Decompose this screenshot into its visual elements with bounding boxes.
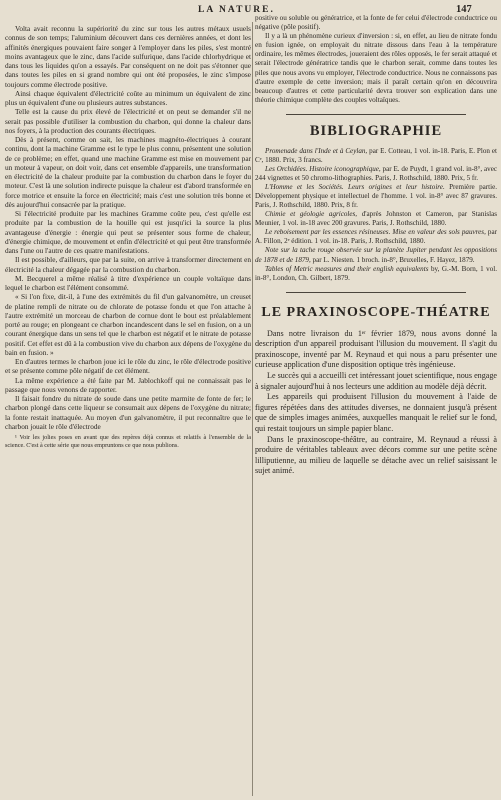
paragraph: Volta avait reconnu la supériorité du zinc sur tous les autres métaux usuels connus de son temps; l'aluminium découvert dans ces dernières années, et dont les affinités énergiques pouvaient faire songer à l'employer dans les piles, s'est montré moins avantageux que le zinc, dans l'acide sulfurique, dans l'acide chlorhydrique et dans tous les liquides qu'on a essayés. Par conséquent on ne doit pas s'étonner que dans toutes les piles en si grand nombre qui ont été proposées, le zinc s'impose toujours comme électrode positive. bbox=[5, 24, 251, 89]
bibliography-entry bbox=[255, 183, 497, 210]
bibliographie-heading: BIBLIOGRAPHIE bbox=[309, 122, 443, 139]
praxinoscope-article bbox=[255, 329, 497, 477]
paragraph: positive ou soluble ou génératrice, et la fonte de fer celui d'électrode conductrice ou négative (pôle positif). bbox=[255, 14, 497, 32]
entry-details: d'après Johnston et Cameron, par Stanislas Meunier, 1 vol. in-18 avec 200 gravures. Paris, J. Rothschild, 1880. bbox=[255, 210, 497, 228]
bibliography-list bbox=[255, 147, 497, 283]
entry-title: L'Homme et les Sociétés. Leurs origines et leur histoire. bbox=[265, 183, 445, 192]
bibliography-entry bbox=[255, 210, 497, 228]
entry-details: par A. Fillon, 2ᵉ édition. 1 vol. in-18. Paris, J. Rothschild, 1880. bbox=[255, 228, 497, 246]
footnote-text: ¹ Voir les jolies poses en avant que des repères déjà connus et relatifs à l'ensemble de la science. C'est à cette série que nous empruntons ce que nous publions. bbox=[5, 434, 251, 449]
paragraph: M. Becquerel a même réalisé à titre d'expérience un couple voltaïque dans lequel le charbon est l'élément consommé. bbox=[5, 273, 251, 292]
bibliography-entry bbox=[255, 246, 497, 264]
journal-title: LA NATURE. bbox=[198, 5, 275, 15]
paragraph: Ainsi chaque équivalent d'électricité coûte au minimum un équivalent de zinc plus un équivalent d'une ou plusieurs autres substances. bbox=[5, 88, 251, 107]
paragraph: Les appareils qui produisent l'illusion du mouvement à l'aide de figures répétées dans des attitudes diverses, ne donnaient jusqu'à présent que de simples images animées, auxquelles manquait le relief sur le fond, qui restait toujours un simple papier blanc. bbox=[255, 392, 497, 433]
paragraph: La même expérience a été faite par M. Jablochkoff qui ne connaissait pas le passage que nous venons de rapporter. bbox=[5, 375, 251, 394]
entry-title: Tables of Metric measures and their english equivalents bbox=[265, 264, 429, 273]
paragraph: Dès à présent, comme on sait, les machines magnéto-électriques à courant continu, dont la machine Gramme est le type le plus connu, présentent une solution de ce problème; en effet, quand une machine Gramme est mise en mouvement par un moteur à vapeur, on doit voir, dans cet ensemble d'appareils, une transformation en électricité de la chaleur produite par la combustion du charbon dans le foyer du moteur. C'est là une solution indirecte puisque la chaleur est d'abord transformée en force motrice et ensuite la force en électricité; mais c'est une solution très bonne et dès aujourd'hui consacrée par la pratique. bbox=[5, 135, 251, 209]
entry-title: Le reboisement par les essences résineuses. Mise en valeur des sols pauvres, bbox=[265, 228, 486, 237]
section-rule bbox=[286, 114, 466, 115]
praxinoscope-heading: LE PRAXINOSCOPE-THÉATRE bbox=[261, 304, 491, 320]
paragraph: Il est possible, d'ailleurs, que par la suite, on arrive à transformer directement en électricité la chaleur dégagée par la combustion du charbon. bbox=[5, 255, 251, 274]
paragraph: Si l'électricité produite par les machines Gramme coûte peu, c'est qu'elle est produite par la combustion de la houille qui est jusqu'ici la source la plus avantageuse d'énergie : énergie qui peut se présenter sous forme de chaleur, d'énergie chimique, de mouvement et enfin d'électricité et qui peut être transformée dans l'une ou l'autre de ces quatre manifestations. bbox=[5, 209, 251, 255]
footnote bbox=[5, 434, 251, 449]
bibliography-entry bbox=[255, 147, 497, 165]
entry-details: par L. Niesten. 1 broch. in-8°, Bruxelles, F. Hayez, 1879. bbox=[310, 255, 475, 264]
paragraph: Dans le praxinoscope-théâtre, au contraire, M. Reynaud a réussi à produire de véritables tableaux avec décors comme sur une petite scène lilliputienne, au milieu de laquelle se détache avec un relief saisissant le sujet animé. bbox=[255, 434, 497, 476]
column-divider bbox=[252, 22, 253, 796]
entry-title: Note sur la tache rouge observée sur la planète Jupiter pendant les oppositions de 1878 et de 1879, bbox=[255, 246, 497, 264]
entry-title: Promenade dans l'Inde et à Ceylan, bbox=[265, 146, 368, 155]
paragraph: En d'autres termes le charbon joue ici le rôle du zinc, le rôle d'électrode positive et se présente comme pôle négatif de cet élément. bbox=[5, 357, 251, 376]
paragraph: Dans notre livraison du 1ᵉʳ février 1879, nous avons donné la description d'un appareil produisant l'illusion du mouvement. Il s'agit du praxinoscope, inventé par M. Reynaud et qui nous a paru présenter une curieuse application d'une disposition optique très ingénieuse. bbox=[255, 328, 497, 370]
left-column bbox=[5, 24, 251, 796]
paragraph: Il faisait fondre du nitrate de soude dans une petite marmite de fonte de fer; le charbon plongé dans cette liqueur se consumait aux dépens de l'oxygène du nitrate; la fonte restait inattaquée. Au moyen d'un galvanomètre, il put reconnaître que le charbon jouait le rôle d'électrode bbox=[5, 394, 251, 431]
section-rule bbox=[286, 292, 466, 293]
bibliography-entry bbox=[255, 228, 497, 246]
paragraph: Il y a là un phénomène curieux d'inversion : si, en effet, au lieu de nitrate fondu en fusion ignée, on employait du nitrate dissous dans l'eau à la température ordinaire, les mêmes électrodes, joueraient des rôles opposés, le fer serait attaqué et serait l'électrode génératrice tandis que le charbon serait, comme dans toutes les piles que nous avons vu employer, l'électrode conductrice. Nous ne connaissons pas d'autre exemple de cette inversion; mais il paraît certain qu'on en découvrira beaucoup d'autres et cette particularité devra trouver son explication dans une théorie chimique complète des couples voltaïques. bbox=[255, 32, 497, 104]
bibliography-entry bbox=[255, 165, 497, 183]
paragraph: Le succès qui a accueilli cet intéressant jouet scientifique, nous engage à signaler aujourd'hui à nos lecteurs une addition au modèle déjà décrit. bbox=[255, 371, 497, 391]
entry-details: par E. de Puydt, 1 grand vol. in-8°, avec 244 vignettes et 50 chromo-lithographies. Paris, J. Rothschild, 1880. Prix, 5 fr. bbox=[255, 165, 497, 183]
entry-title: Chimie et géologie agricoles, bbox=[265, 210, 358, 219]
entry-details: Première partie. Développement physique et intellectuel de l'homme. 1 vol. in-8° avec 87 gravures. Paris, J. Rothschild, 1880. Prix, 8 fr. bbox=[255, 183, 497, 210]
page-number: 147 bbox=[456, 4, 472, 15]
right-column bbox=[255, 14, 497, 794]
entry-details: by, G.-M. Born, 1 vol. in-8°, London, Ch. Gilbert, 1879. bbox=[255, 264, 497, 282]
entry-details: par E. Cotteau, 1 vol. in-18. Paris, E. Plon et Cᵉ, 1880. Prix, 3 francs. bbox=[255, 146, 497, 164]
entry-title: Les Orchidées. Histoire iconographique, bbox=[265, 165, 381, 174]
paragraph: Telle est la cause du prix élevé de l'électricité et on peut se demander s'il ne serait pas possible d'utiliser la combustion du charbon, qui donne la chaleur dans nos foyers, à la production des courants électriques. bbox=[5, 107, 251, 135]
paragraph: « Si l'on fixe, dit-il, à l'une des extrémités du fil d'un galvanomètre, un creuset de platine rempli de nitrate ou de chlorate de potasse fondu et que l'on attache à l'autre extrémité un morceau de charbon de cornue dont le bout est préalablement porté au rouge; en plongeant ce charbon incandescent dans le sel en fusion, on a un courant énergique dans un sens tel que le charbon est négatif et le nitrate de potasse positif. Cet effet est dû à la combustion vive du charbon aux dépens de l'oxygène du bain en fusion. » bbox=[5, 292, 251, 357]
bibliography-entry bbox=[255, 265, 497, 283]
